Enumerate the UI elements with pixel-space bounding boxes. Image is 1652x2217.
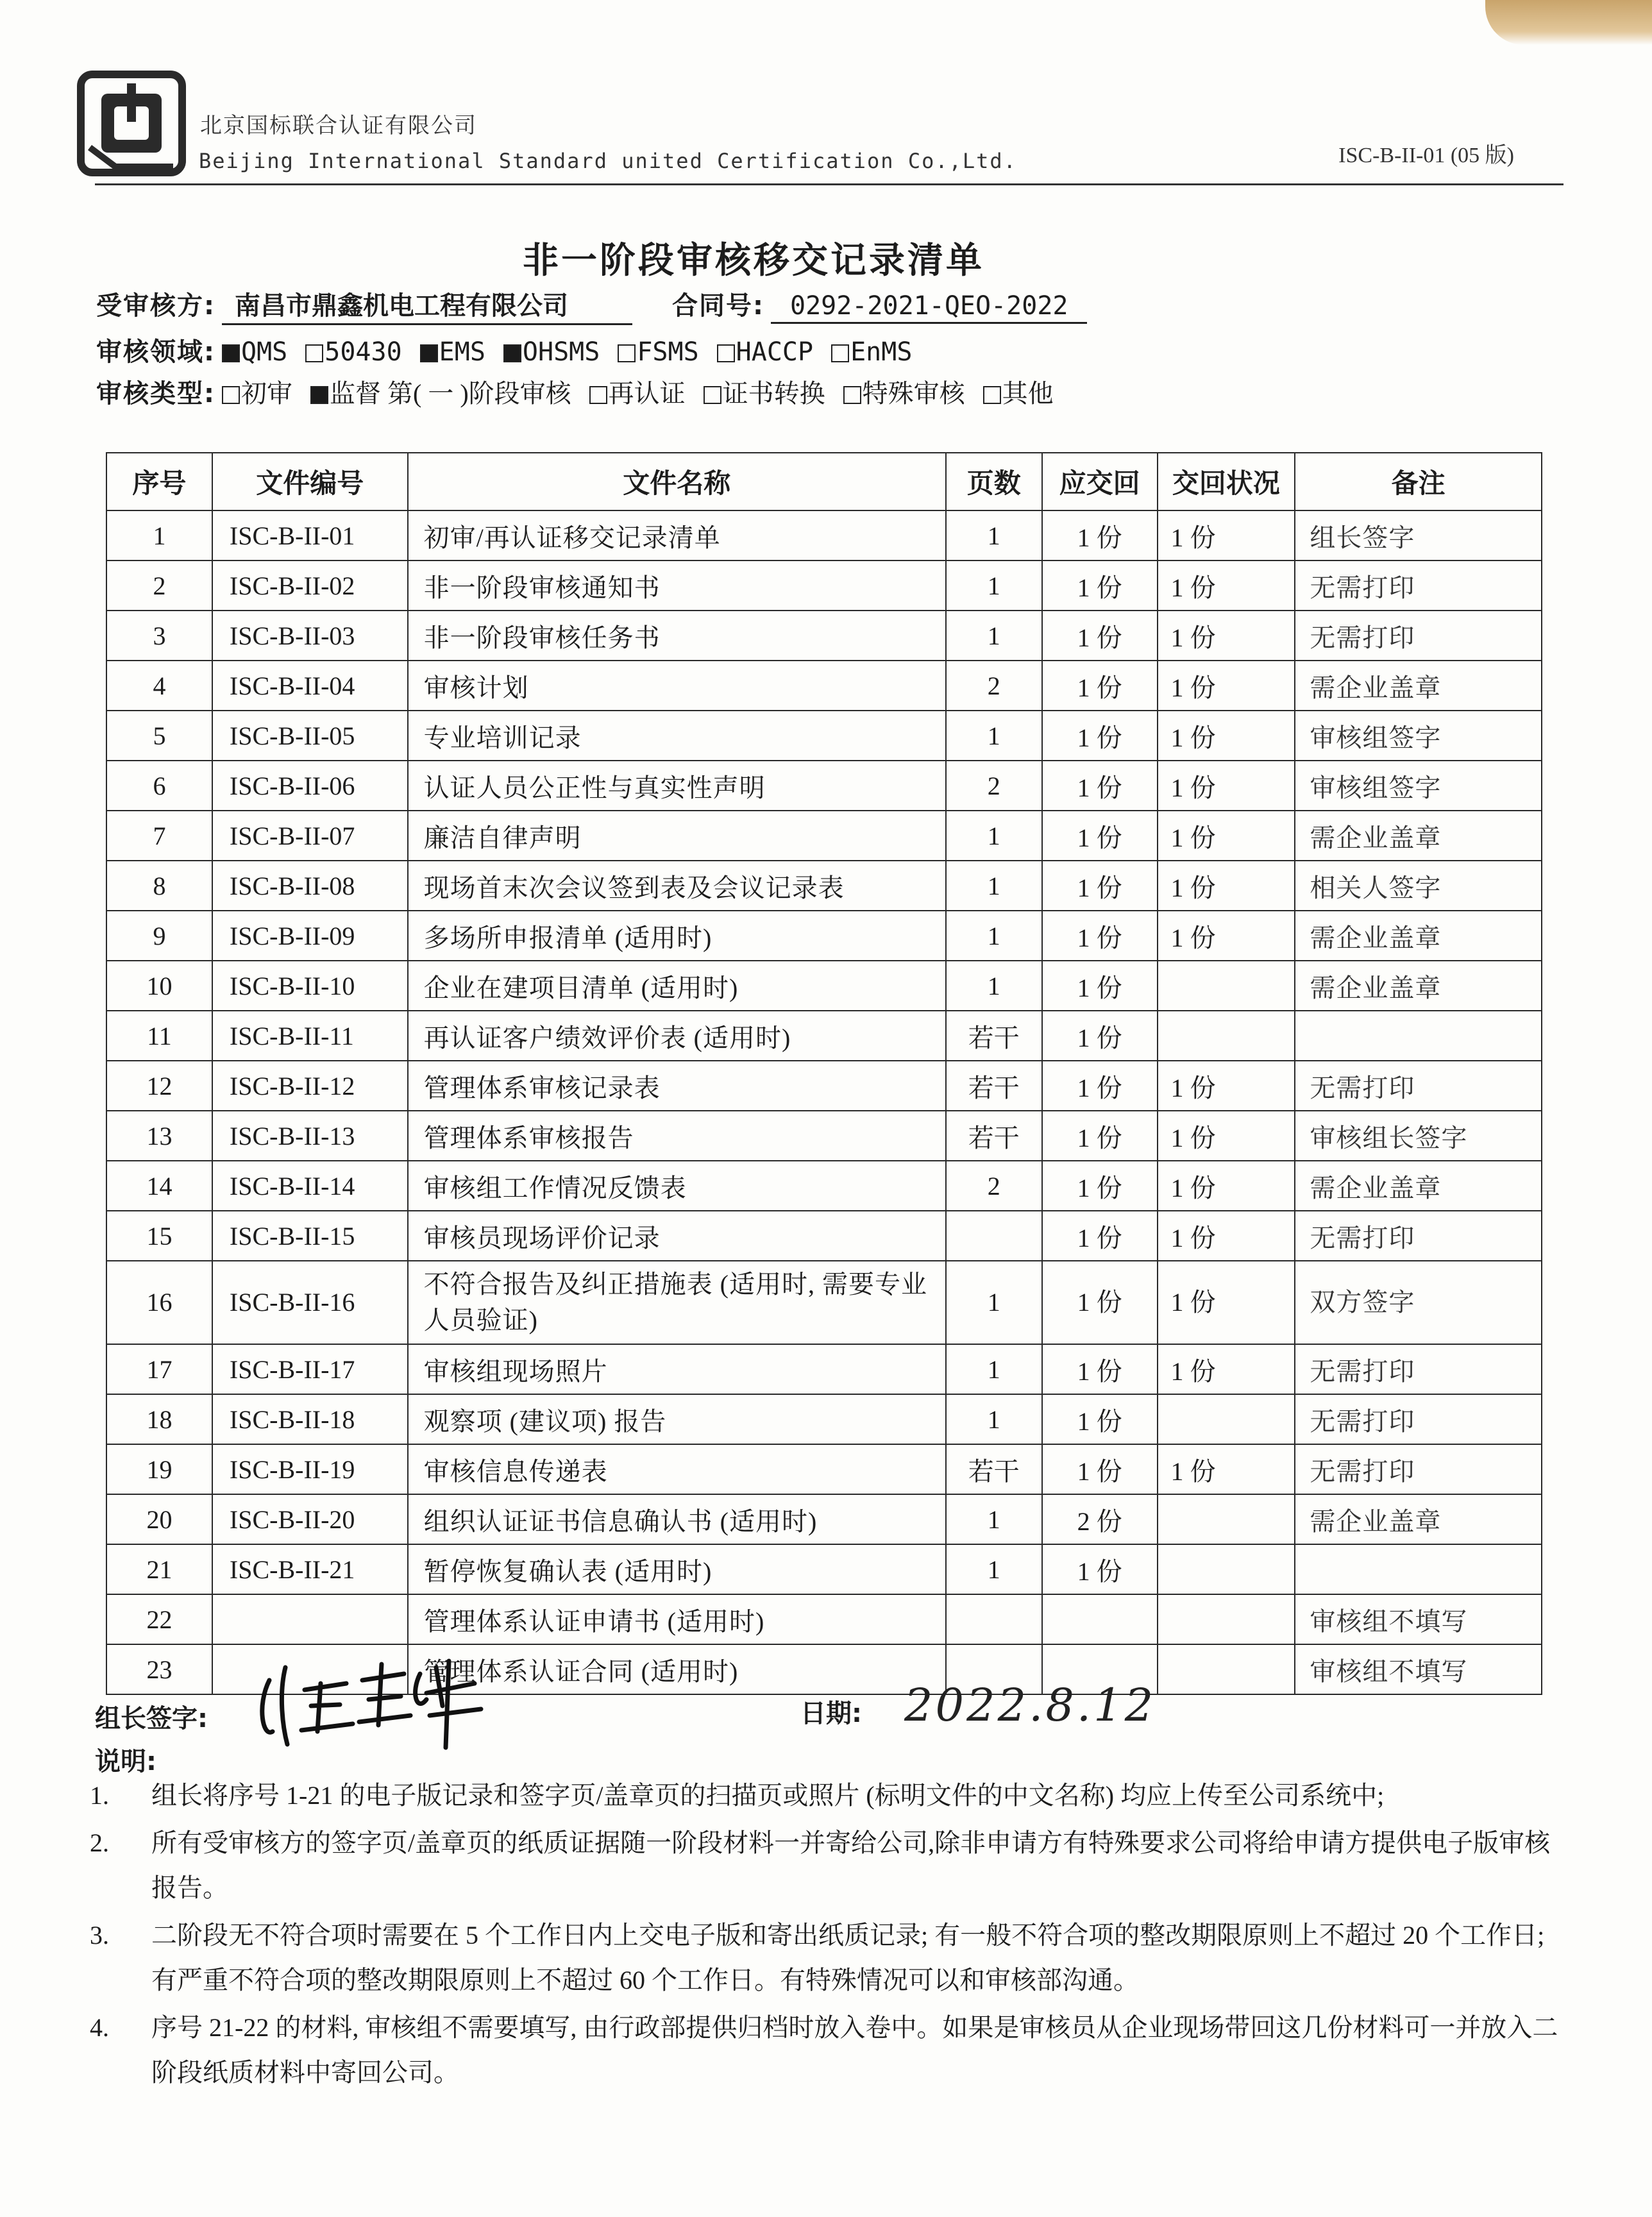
- col-due-cell: 1 份: [1042, 1061, 1158, 1111]
- col-file-code-cell: ISC-B-II-15: [212, 1211, 408, 1261]
- checkbox-label: EnMS: [850, 337, 913, 367]
- col-due-cell: 1 份: [1042, 1544, 1158, 1594]
- col-returned-cell: 1 份: [1158, 711, 1295, 761]
- header-col-no: 序号: [106, 453, 212, 510]
- header-col-pages: 页数: [946, 453, 1042, 510]
- checkbox-label: EMS: [439, 337, 485, 367]
- checkbox-label: 初审: [241, 379, 292, 408]
- col-remarks-cell: 审核组长签字: [1295, 1111, 1542, 1161]
- table-row: [106, 1261, 1542, 1344]
- unchecked-box-icon[interactable]: [983, 386, 1001, 404]
- header-col-file-name: 文件名称: [408, 453, 946, 510]
- col-returned-cell: 1 份: [1158, 1444, 1295, 1494]
- col-remarks-cell: 无需打印: [1295, 1061, 1542, 1111]
- checkbox-label: 其他: [1002, 379, 1054, 408]
- col-pages-cell: 若干: [946, 1061, 1042, 1111]
- col-returned-cell: [1158, 1011, 1295, 1061]
- table-row: [106, 711, 1542, 761]
- table-row: [106, 661, 1542, 711]
- col-file-name-cell: 审核员现场评价记录: [408, 1211, 946, 1261]
- checkbox-option[interactable]: [420, 337, 485, 367]
- col-returned-cell: 1 份: [1158, 1344, 1295, 1394]
- col-remarks-cell: 需企业盖章: [1295, 661, 1542, 711]
- col-no-cell: 21: [106, 1544, 212, 1594]
- table-row: [106, 1444, 1542, 1494]
- col-remarks-cell: 无需打印: [1295, 1211, 1542, 1261]
- col-pages-cell: 1: [946, 811, 1042, 861]
- col-returned-cell: 1 份: [1158, 861, 1295, 911]
- col-remarks-cell: [1295, 1544, 1542, 1594]
- col-remarks-cell: 审核组不填写: [1295, 1644, 1542, 1694]
- checkbox-label: 特殊审核: [862, 379, 965, 408]
- auditee-row: [96, 285, 1087, 325]
- col-file-code-cell: ISC-B-II-14: [212, 1161, 408, 1211]
- col-returned-cell: [1158, 1394, 1295, 1444]
- table-row: [106, 1211, 1542, 1261]
- col-file-code-cell: ISC-B-II-09: [212, 911, 408, 961]
- col-pages-cell: 1: [946, 961, 1042, 1011]
- header-col-returned: 交回状况: [1158, 453, 1295, 510]
- checkbox-option[interactable]: [589, 373, 686, 410]
- checkbox-label: 监督 第( 一 )阶段审核: [330, 379, 571, 408]
- header-divider: [95, 183, 1564, 185]
- header-col-file-code: 文件编号: [212, 453, 408, 510]
- col-pages-cell: 2: [946, 661, 1042, 711]
- col-file-code-cell: ISC-B-II-21: [212, 1544, 408, 1594]
- col-file-name-cell: 非一阶段审核任务书: [408, 611, 946, 661]
- col-returned-cell: [1158, 961, 1295, 1011]
- table-row: [106, 1111, 1542, 1161]
- col-due-cell: [1042, 1594, 1158, 1644]
- col-file-name-cell: 审核计划: [408, 661, 946, 711]
- note-text: 序号 21-22 的材料, 审核组不需要填写, 由行政部提供归档时放入卷中。如果是审核员从企业现场带回这几份材料可一并放入二阶段纸质材料中寄回公司。: [151, 2013, 1558, 2087]
- note-number: 3.: [90, 1921, 109, 1950]
- col-no-cell: 8: [106, 861, 212, 911]
- checkbox-option[interactable]: [503, 337, 600, 367]
- company-name-cn: 北京国标联合认证有限公司: [200, 114, 477, 138]
- col-returned-cell: [1158, 1594, 1295, 1644]
- col-due-cell: 1 份: [1042, 711, 1158, 761]
- col-returned-cell: 1 份: [1158, 561, 1295, 611]
- unchecked-box-icon[interactable]: [717, 344, 735, 362]
- col-pages-cell: [946, 1211, 1042, 1261]
- col-no-cell: 4: [106, 661, 212, 711]
- col-remarks-cell: 无需打印: [1295, 1444, 1542, 1494]
- col-pages-cell: 若干: [946, 1111, 1042, 1161]
- col-file-name-cell: 廉洁自律声明: [408, 811, 946, 861]
- table-row: [106, 761, 1542, 811]
- col-file-code-cell: ISC-B-II-10: [212, 961, 408, 1011]
- col-no-cell: 12: [106, 1061, 212, 1111]
- date-label: 日期:: [800, 1699, 862, 1728]
- contract-label: 合同号:: [672, 291, 764, 321]
- col-no-cell: 17: [106, 1344, 212, 1394]
- col-file-code-cell: ISC-B-II-13: [212, 1111, 408, 1161]
- col-file-name-cell: 审核组工作情况反馈表: [408, 1161, 946, 1211]
- col-due-cell: 1 份: [1042, 611, 1158, 661]
- col-no-cell: 14: [106, 1161, 212, 1211]
- col-due-cell: 2 份: [1042, 1494, 1158, 1544]
- col-file-name-cell: 多场所申报清单 (适用时): [408, 911, 946, 961]
- col-file-name-cell: 管理体系审核记录表: [408, 1061, 946, 1111]
- checkbox-option[interactable]: [310, 373, 571, 410]
- col-no-cell: 2: [106, 561, 212, 611]
- table-row: [106, 911, 1542, 961]
- col-returned-cell: 1 份: [1158, 811, 1295, 861]
- table-row: [106, 1594, 1542, 1644]
- col-due-cell: 1 份: [1042, 961, 1158, 1011]
- col-pages-cell: 1: [946, 861, 1042, 911]
- col-no-cell: 5: [106, 711, 212, 761]
- col-no-cell: 6: [106, 761, 212, 811]
- col-file-code-cell: [212, 1594, 408, 1644]
- checkbox-label: 50430: [324, 337, 402, 367]
- unchecked-box-icon[interactable]: [831, 344, 849, 362]
- contract-value: 0292-2021-QEO-2022: [771, 291, 1087, 324]
- col-due-cell: 1 份: [1042, 1211, 1158, 1261]
- notes-label: 说明:: [95, 1747, 156, 1776]
- auditee-value: 南昌市鼎鑫机电工程有限公司: [222, 285, 632, 325]
- col-no-cell: 20: [106, 1494, 212, 1544]
- col-file-code-cell: ISC-B-II-11: [212, 1011, 408, 1061]
- checked-box-icon[interactable]: [503, 344, 521, 362]
- col-remarks-cell: 组长签字: [1295, 510, 1542, 561]
- col-file-code-cell: ISC-B-II-12: [212, 1061, 408, 1111]
- col-due-cell: 1 份: [1042, 911, 1158, 961]
- col-file-code-cell: ISC-B-II-03: [212, 611, 408, 661]
- checkbox-option[interactable]: [717, 337, 813, 367]
- col-no-cell: 23: [106, 1644, 212, 1694]
- checkbox-option[interactable]: [843, 373, 965, 410]
- col-no-cell: 15: [106, 1211, 212, 1261]
- checkbox-option[interactable]: [704, 373, 825, 410]
- checkbox-label: OHSMS: [522, 337, 600, 367]
- col-file-code-cell: ISC-B-II-07: [212, 811, 408, 861]
- col-due-cell: 1 份: [1042, 1261, 1158, 1344]
- col-pages-cell: 1: [946, 911, 1042, 961]
- col-due-cell: 1 份: [1042, 1394, 1158, 1444]
- note-item: [90, 2005, 1558, 2095]
- col-remarks-cell: 无需打印: [1295, 611, 1542, 661]
- col-due-cell: 1 份: [1042, 761, 1158, 811]
- leader-signature-icon: [250, 1655, 494, 1751]
- col-due-cell: 1 份: [1042, 1161, 1158, 1211]
- col-no-cell: 7: [106, 811, 212, 861]
- col-file-code-cell: ISC-B-II-18: [212, 1394, 408, 1444]
- col-file-code-cell: ISC-B-II-08: [212, 861, 408, 911]
- col-due-cell: 1 份: [1042, 1111, 1158, 1161]
- note-item: [90, 1773, 1558, 1818]
- col-file-name-cell: 暂停恢复确认表 (适用时): [408, 1544, 946, 1594]
- table-row: [106, 1494, 1542, 1544]
- col-file-code-cell: ISC-B-II-16: [212, 1261, 408, 1344]
- col-pages-cell: 若干: [946, 1444, 1042, 1494]
- col-returned-cell: 1 份: [1158, 1111, 1295, 1161]
- unchecked-box-icon[interactable]: [589, 386, 607, 404]
- col-returned-cell: [1158, 1544, 1295, 1594]
- col-pages-cell: [946, 1594, 1042, 1644]
- notes-list: [90, 1773, 1558, 2098]
- col-file-code-cell: ISC-B-II-01: [212, 510, 408, 561]
- note-text: 所有受审核方的签字页/盖章页的纸质证据随一阶段材料一并寄给公司,除非申请方有特殊要求公司将给申请方提供电子版审核报告。: [151, 1828, 1551, 1902]
- col-remarks-cell: 相关人签字: [1295, 861, 1542, 911]
- table-row: [106, 1061, 1542, 1111]
- paper-corner-shadow: [1485, 0, 1652, 45]
- checkbox-option[interactable]: [983, 373, 1054, 410]
- col-due-cell: 1 份: [1042, 510, 1158, 561]
- table-row: [106, 1011, 1542, 1061]
- col-remarks-cell: 需企业盖章: [1295, 961, 1542, 1011]
- col-file-name-cell: 专业培训记录: [408, 711, 946, 761]
- col-remarks-cell: 需企业盖章: [1295, 1494, 1542, 1544]
- col-returned-cell: 1 份: [1158, 1261, 1295, 1344]
- note-number: 1.: [90, 1781, 109, 1810]
- checked-box-icon[interactable]: [310, 386, 328, 404]
- unchecked-box-icon[interactable]: [305, 344, 323, 362]
- col-file-name-cell: 再认证客户绩效评价表 (适用时): [408, 1011, 946, 1061]
- table-row: [106, 561, 1542, 611]
- col-returned-cell: 1 份: [1158, 1061, 1295, 1111]
- table-row: [106, 510, 1542, 561]
- col-due-cell: 1 份: [1042, 561, 1158, 611]
- col-file-name-cell: 管理体系审核报告: [408, 1111, 946, 1161]
- table-row: [106, 1161, 1542, 1211]
- col-returned-cell: [1158, 1494, 1295, 1544]
- col-no-cell: 10: [106, 961, 212, 1011]
- col-pages-cell: 1: [946, 611, 1042, 661]
- checkbox-option[interactable]: [831, 337, 912, 367]
- unchecked-box-icon[interactable]: [704, 386, 721, 404]
- col-file-code-cell: ISC-B-II-06: [212, 761, 408, 811]
- col-returned-cell: [1158, 1644, 1295, 1694]
- note-number: 4.: [90, 2013, 109, 2042]
- col-remarks-cell: 需企业盖章: [1295, 811, 1542, 861]
- table-row: [106, 811, 1542, 861]
- col-pages-cell: 1: [946, 1544, 1042, 1594]
- col-file-name-cell: 审核信息传递表: [408, 1444, 946, 1494]
- note-item: [90, 1821, 1558, 1910]
- col-remarks-cell: 审核组签字: [1295, 761, 1542, 811]
- checkbox-option[interactable]: [222, 337, 287, 367]
- col-file-name-cell: 企业在建项目清单 (适用时): [408, 961, 946, 1011]
- domain-options: [222, 337, 930, 367]
- unchecked-box-icon[interactable]: [618, 344, 636, 362]
- table-row: [106, 1394, 1542, 1444]
- audit-type-label: 审核类型:: [96, 379, 215, 409]
- col-remarks-cell: 审核组不填写: [1295, 1594, 1542, 1644]
- col-file-name-cell: 组织认证证书信息确认书 (适用时): [408, 1494, 946, 1544]
- col-file-code-cell: ISC-B-II-19: [212, 1444, 408, 1494]
- transfer-record-table: [106, 452, 1542, 1695]
- note-text: 组长将序号 1-21 的电子版记录和签字页/盖章页的扫描页或照片 (标明文件的中文名称) 均应上传至公司系统中;: [151, 1781, 1385, 1810]
- col-file-code-cell: ISC-B-II-04: [212, 661, 408, 711]
- col-returned-cell: 1 份: [1158, 761, 1295, 811]
- col-pages-cell: 1: [946, 1494, 1042, 1544]
- col-returned-cell: 1 份: [1158, 911, 1295, 961]
- header-col-due: 应交回: [1042, 453, 1158, 510]
- col-file-code-cell: ISC-B-II-02: [212, 561, 408, 611]
- company-name-en: Beijing International Standard united Certification Co.,Ltd.: [199, 149, 1017, 173]
- table-row: [106, 611, 1542, 661]
- unchecked-box-icon[interactable]: [222, 386, 240, 404]
- col-file-name-cell: 审核组现场照片: [408, 1344, 946, 1394]
- col-remarks-cell: [1295, 1011, 1542, 1061]
- col-remarks-cell: 无需打印: [1295, 561, 1542, 611]
- form-number: ISC-B-II-01 (05 版): [1338, 144, 1514, 167]
- note-text: 二阶段无不符合项时需要在 5 个工作日内上交电子版和寄出纸质记录; 有一般不符合项的整改期限原则上不超过 20 个工作日; 有严重不符合项的整改期限原则上不超过 60 个工作日。有特殊情况可以和审核部沟通。: [151, 1921, 1545, 1994]
- col-pages-cell: 1: [946, 1344, 1042, 1394]
- audit-type-row: [96, 373, 1072, 410]
- table-row: [106, 961, 1542, 1011]
- col-due-cell: 1 份: [1042, 1011, 1158, 1061]
- col-remarks-cell: 审核组签字: [1295, 711, 1542, 761]
- col-no-cell: 13: [106, 1111, 212, 1161]
- note-item: [90, 1913, 1558, 2003]
- table-header-row: [106, 453, 1542, 510]
- date-value: 2022.8.12: [904, 1679, 1156, 1732]
- col-returned-cell: 1 份: [1158, 1161, 1295, 1211]
- audit-domain-row: [96, 332, 930, 368]
- table-row: [106, 1344, 1542, 1394]
- checkbox-label: 再认证: [608, 379, 686, 408]
- table-body: [106, 510, 1542, 1694]
- col-file-name-cell: 管理体系认证合同 (适用时): [408, 1644, 946, 1694]
- checked-box-icon[interactable]: [222, 344, 240, 362]
- col-due-cell: 1 份: [1042, 811, 1158, 861]
- checked-box-icon[interactable]: [420, 344, 438, 362]
- table-row: [106, 1544, 1542, 1594]
- auditee-label: 受审核方:: [96, 291, 215, 321]
- col-due-cell: 1 份: [1042, 1344, 1158, 1394]
- col-pages-cell: 1: [946, 1261, 1042, 1344]
- col-no-cell: 3: [106, 611, 212, 661]
- col-file-code-cell: ISC-B-II-20: [212, 1494, 408, 1544]
- col-returned-cell: 1 份: [1158, 611, 1295, 661]
- col-no-cell: 1: [106, 510, 212, 561]
- checkbox-label: 证书转换: [722, 379, 825, 408]
- checkbox-option[interactable]: [222, 373, 292, 410]
- col-no-cell: 9: [106, 911, 212, 961]
- col-remarks-cell: 无需打印: [1295, 1344, 1542, 1394]
- col-due-cell: 1 份: [1042, 861, 1158, 911]
- leader-signature-label: 组长签字:: [95, 1704, 208, 1733]
- col-returned-cell: 1 份: [1158, 1211, 1295, 1261]
- unchecked-box-icon[interactable]: [843, 386, 861, 404]
- col-pages-cell: 1: [946, 711, 1042, 761]
- audit-type-options: [222, 379, 1072, 408]
- col-file-name-cell: 管理体系认证申请书 (适用时): [408, 1594, 946, 1644]
- col-no-cell: 18: [106, 1394, 212, 1444]
- col-file-name-cell: 非一阶段审核通知书: [408, 561, 946, 611]
- col-due-cell: 1 份: [1042, 1444, 1158, 1494]
- col-returned-cell: 1 份: [1158, 510, 1295, 561]
- document-title: 非一阶段审核移交记录清单: [523, 240, 984, 282]
- col-due-cell: 1 份: [1042, 661, 1158, 711]
- col-pages-cell: 1: [946, 510, 1042, 561]
- col-file-name-cell: 不符合报告及纠正措施表 (适用时, 需要专业人员验证): [408, 1261, 946, 1344]
- col-pages-cell: 1: [946, 561, 1042, 611]
- col-pages-cell: 若干: [946, 1011, 1042, 1061]
- domain-label: 审核领域:: [96, 337, 215, 367]
- checkbox-label: FSMS: [637, 337, 699, 367]
- col-file-name-cell: 现场首末次会议签到表及会议记录表: [408, 861, 946, 911]
- col-file-name-cell: 初审/再认证移交记录清单: [408, 510, 946, 561]
- col-pages-cell: 2: [946, 1161, 1042, 1211]
- col-returned-cell: 1 份: [1158, 661, 1295, 711]
- checkbox-option[interactable]: [305, 337, 401, 367]
- col-no-cell: 11: [106, 1011, 212, 1061]
- header-col-remarks: 备注: [1295, 453, 1542, 510]
- col-file-code-cell: ISC-B-II-05: [212, 711, 408, 761]
- col-remarks-cell: 需企业盖章: [1295, 1161, 1542, 1211]
- col-file-name-cell: 认证人员公正性与真实性声明: [408, 761, 946, 811]
- col-file-name-cell: 观察项 (建议项) 报告: [408, 1394, 946, 1444]
- col-remarks-cell: 需企业盖章: [1295, 911, 1542, 961]
- checkbox-label: HACCP: [736, 337, 814, 367]
- checkbox-label: QMS: [241, 337, 288, 367]
- col-pages-cell: 2: [946, 761, 1042, 811]
- col-no-cell: 16: [106, 1261, 212, 1344]
- table-row: [106, 861, 1542, 911]
- col-no-cell: 22: [106, 1594, 212, 1644]
- col-file-code-cell: ISC-B-II-17: [212, 1344, 408, 1394]
- col-no-cell: 19: [106, 1444, 212, 1494]
- col-remarks-cell: 无需打印: [1295, 1394, 1542, 1444]
- note-number: 2.: [90, 1828, 109, 1857]
- company-logo-icon: [77, 71, 186, 176]
- col-pages-cell: 1: [946, 1394, 1042, 1444]
- col-remarks-cell: 双方签字: [1295, 1261, 1542, 1344]
- checkbox-option[interactable]: [618, 337, 698, 367]
